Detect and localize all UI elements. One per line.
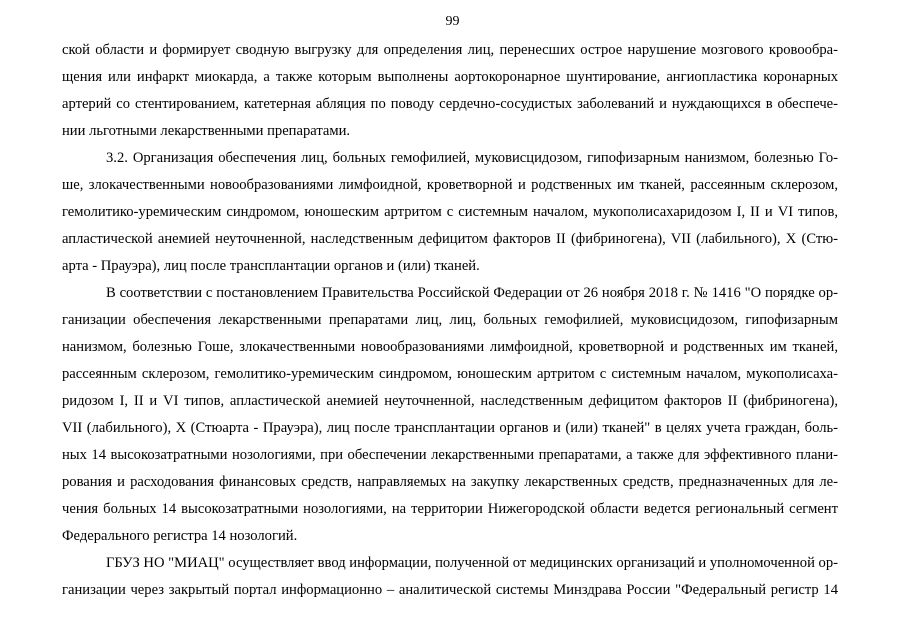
text-line: апластической анемией неуточненной, наследственным дефицитом факторов II (фибриногена), VII (лабильного), X (Стю- [62, 231, 838, 247]
text-line: нии льготными лекарственными препаратами. [62, 123, 351, 139]
text-line: нанизмом, болезнью Гоше, злокачественными новообразованиями лимфоидной, кроветворной и родственных им тканей, [62, 339, 838, 355]
text-line: Федерального регистра 14 нозологий. [62, 528, 298, 544]
text-line: чения больных 14 высокозатратными нозологиями, на территории Нижегородской области ведется региональный сегмент [62, 501, 838, 517]
text-line: гемолитико-уремическим синдромом, юношеским артритом с системным началом, мукополисахаридозом I, II и VI типов, [62, 204, 838, 220]
text-line: ных 14 высокозатратными нозологиями, при обеспечении лекарственными препаратами, а также для эффективного плани- [62, 447, 838, 463]
text-line: ской области и формирует сводную выгрузку для определения лиц, перенесших острое нарушение мозгового кровообра- [62, 42, 838, 58]
text-line: VII (лабильного), X (Стюарта - Прауэра), лиц после трансплантации органов и (или) тканей" в целях учета граждан, боль- [62, 420, 838, 436]
text-line: ше, злокачественными новообразованиями лимфоидной, кроветворной и родственных им тканей, рассеянным склерозом, [62, 177, 838, 193]
text-line: рования и расходования финансовых средств, направляемых на закупку лекарственных средств, предназначенных для ле- [62, 474, 838, 490]
text-line: арта - Прауэра), лиц после трансплантации органов и (или) тканей. [62, 258, 480, 274]
text-line: ганизации обеспечения лекарственными препаратами лиц, лиц, больных гемофилией, муковисцидозом, гипофизарным [62, 312, 838, 328]
text-line: ганизации через закрытый портал информационно – аналитической системы Минздрава России "Федеральный регистр 14 [62, 582, 838, 598]
paragraph-first-line: ГБУЗ НО "МИАЦ" осуществляет ввод информации, полученной от медицинских организаций и уполномоченной ор- [106, 555, 838, 571]
text-line: рассеянным склерозом, гемолитико-уремическим синдромом, юношеским артритом с системным началом, мукополисаха- [62, 366, 838, 382]
page-number: 99 [445, 14, 460, 29]
paragraph-first-line: 3.2. Организация обеспечения лиц, больных гемофилией, муковисцидозом, гипофизарным нанизмом, болезнью Го- [106, 150, 838, 166]
text-line: щения или инфаркт миокарда, а также которым выполнены аортокоронарное шунтирование, ангиопластика коронарных [62, 69, 838, 85]
text-line: ридозом I, II и VI типов, апластической анемией неуточненной, наследственным дефицитом факторов II (фибриногена), [62, 393, 838, 409]
text-line: артерий со стентированием, катетерная абляция по поводу сердечно-сосудистых заболеваний и нуждающихся в обеспече- [62, 96, 838, 112]
paragraph-first-line: В соответствии с постановлением Правительства Российской Федерации от 26 ноября 2018 г. № 1416 "О порядке ор- [106, 285, 838, 301]
